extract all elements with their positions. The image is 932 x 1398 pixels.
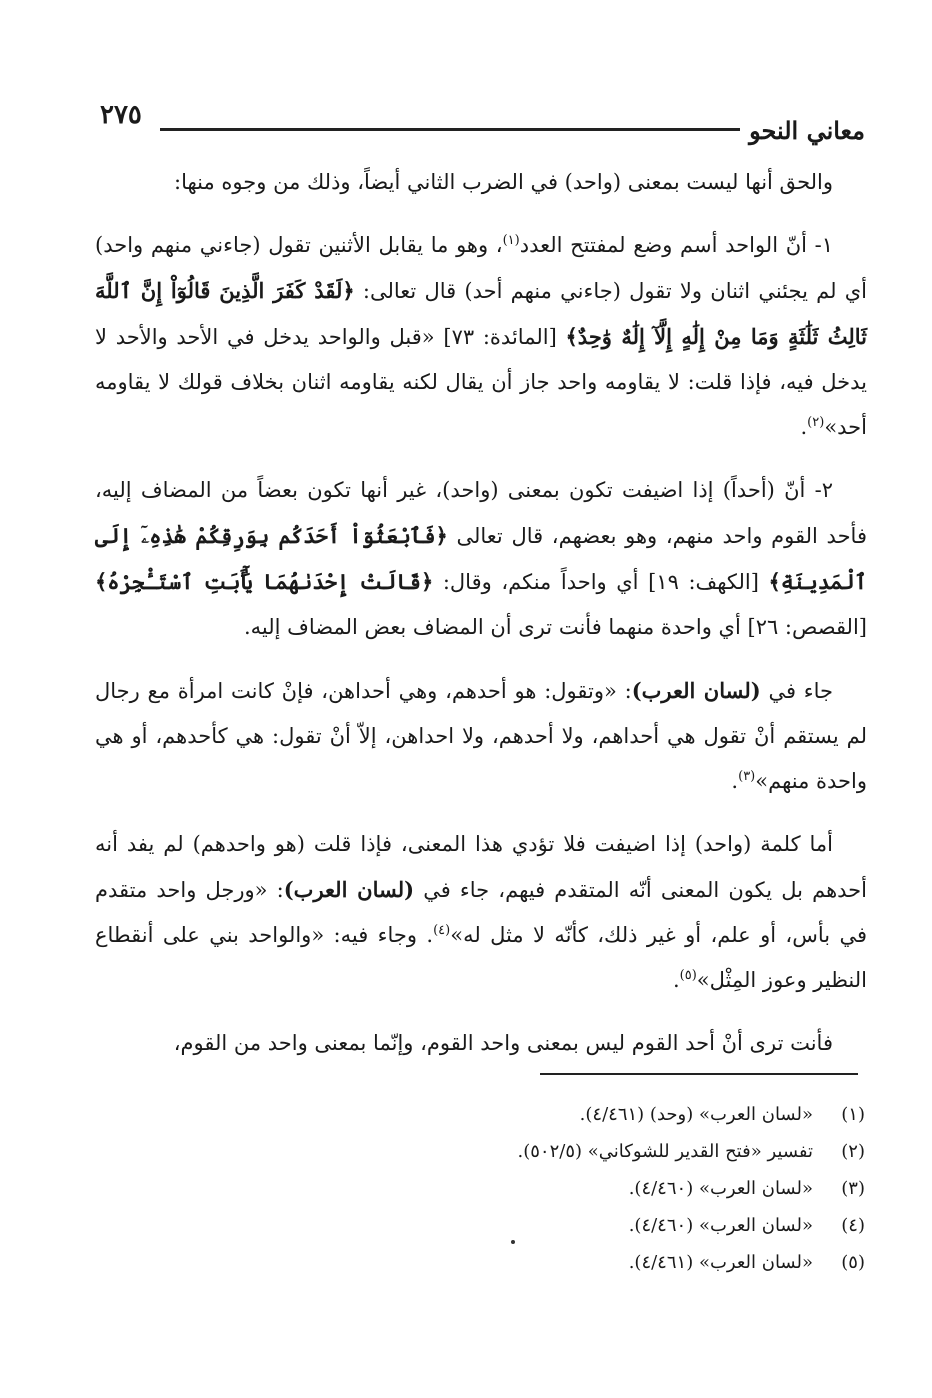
point-two-paragraph [95,468,867,650]
text-run: . [731,769,739,793]
text-run: فأنت ترى أنْ أحد القوم ليس بمعنى واحد القوم، وإنّما بمعنى واحد من القوم، [173,1031,833,1055]
footnote-number: (٢) [841,1141,865,1162]
quran-verse: ﴿لَقَدْ كَفَرَ الَّذِينَ قَالُوٓاْ إِنَّ ٱللَّهَ ثَالِثُ ثَلَٰثَةٍ وَمَا مِنْ إِلَٰهٍ إِلَّآ إِلَٰهٌ وَٰحِدٌ﴾ [95,278,867,349]
quran-verse: ﴿قَالَتْ إِحْدَىٰهُمَا يَٰٓأَبَتِ ٱسْتَـْٔجِرْهُ﴾ [95,569,434,594]
footnote-number: (٥) [841,1252,865,1273]
footnote-item [95,1133,865,1170]
lisan-quote-paragraph [95,668,867,804]
footnote-item [95,1170,865,1207]
text-run: ١- أنّ الواحد أسم وضع لمفتتح العدد [519,233,834,257]
text-run: ٢- أنّ (أحداً) إذا اضيفت تكون بمعنى (واحد)، غير أنها تكون بعضاً من المضاف إليه، فأحد القوم واحد منهم، وهو بعضهم، قال تعالى [95,478,867,548]
running-title: معاني النحو [749,116,865,145]
text-run: أما كلمة (واحد) إذا اضيفت فلا تؤدي هذا المعنى، فإذا قلت (هو واحدهم) لم يفد أنه أحدهم بل يكون المعنى أنّه المتقدم فيهم، جاء في [95,832,867,902]
footnote-number: (١) [841,1104,865,1125]
wahid-paragraph [95,822,867,1003]
intro-text: والحق أنها ليست بمعنى (واحد) في الضرب الثاني أيضاً، وذلك من وجوه منها: [174,170,833,194]
footnote-ref: (٢) [807,415,825,430]
header-rule [160,128,740,131]
footnote-text: «لسان العرب» (٤/٤٦٠). [628,1215,813,1236]
text-run: . [672,968,680,992]
text-run: . [800,415,808,439]
source-title: (لسان العرب) [631,678,761,703]
footnote-ref: (٥) [679,968,697,983]
footnote-text: «لسان العرب» (٤/٤٦٠). [628,1178,813,1199]
footnote-text: «لسان العرب» (وحد) (٤/٤٦١). [579,1104,813,1125]
scan-speck [511,1240,515,1244]
footnote-number: (٣) [841,1178,865,1199]
page-number: ٢٧٥ [100,100,142,130]
footnotes [95,1096,865,1281]
text-run: [المائدة: ٧٣] «قبل والواحد يدخل في الأحد والأحد لا يدخل فيه، فإذا قلت: لا يقاومه واحد جاز أن يقال لكنه يقاومه اثنان بخلاف قولك لا يقاومه أحد» [95,325,867,439]
footnote-text: تفسير «فتح القدير للشوكاني» (٥٠٢/٥). [517,1141,813,1162]
footnote-item [95,1096,865,1133]
text-run: [القصص: ٢٦] أي واحدة منهما فأنت ترى أن المضاف بعض المضاف إليه. [243,615,867,639]
footnote-text: «لسان العرب» (٤/٤٦١). [628,1252,813,1273]
text-run: ، وهو ما يقابل الأثنين تقول (جاءني منهم واحد) أي لم يجئني اثنان ولا تقول (جاءني منهم أحد) قال تعالى: [95,233,868,303]
body-text [95,160,867,1084]
footnote-ref: (٤) [433,923,451,938]
footnote-rule [540,1073,858,1075]
footnote-item [95,1207,865,1244]
text-run: : «وتقول: هو أحدهم، وهي أحداهن، فإنْ كانت امرأة مع رجال لم يستقم أنْ تقول هي أحداهم، ولا أحدهم، ولا احداهن، إلاّ أنْ تقول: هي كأحدهم، أو هي واحدة منهم» [95,679,867,793]
point-one-paragraph [95,223,867,450]
page-header [100,100,865,150]
footnote-ref: (٣) [738,769,756,784]
closing-paragraph [95,1021,867,1066]
intro-paragraph [95,160,867,205]
footnote-number: (٤) [841,1215,865,1236]
source-title: (لسان العرب) [283,877,415,902]
text-run: [الكهف: ١٩] أي واحداً منكم، وقال: [433,570,769,594]
footnote-ref: (١) [502,233,520,248]
footnote-item [95,1244,865,1281]
text-run: . وجاء فيه: «والواحد بني على أنقطاع النظير وعوز المِثْل» [95,923,867,992]
quran-verse: ﴿فَٱبْعَثُوٓاْ أَحَدَكُم بِوَرِقِكُمْ هَٰذِهِۦٓ إِلَى ٱلْمَدِينَةِ﴾ [95,523,867,594]
text-run: : «ورجل واحد متقدم في بأس، أو علم، أو غير ذلك، كأنّه لا مثل له» [95,878,867,947]
text-run: جاء في [760,679,834,703]
